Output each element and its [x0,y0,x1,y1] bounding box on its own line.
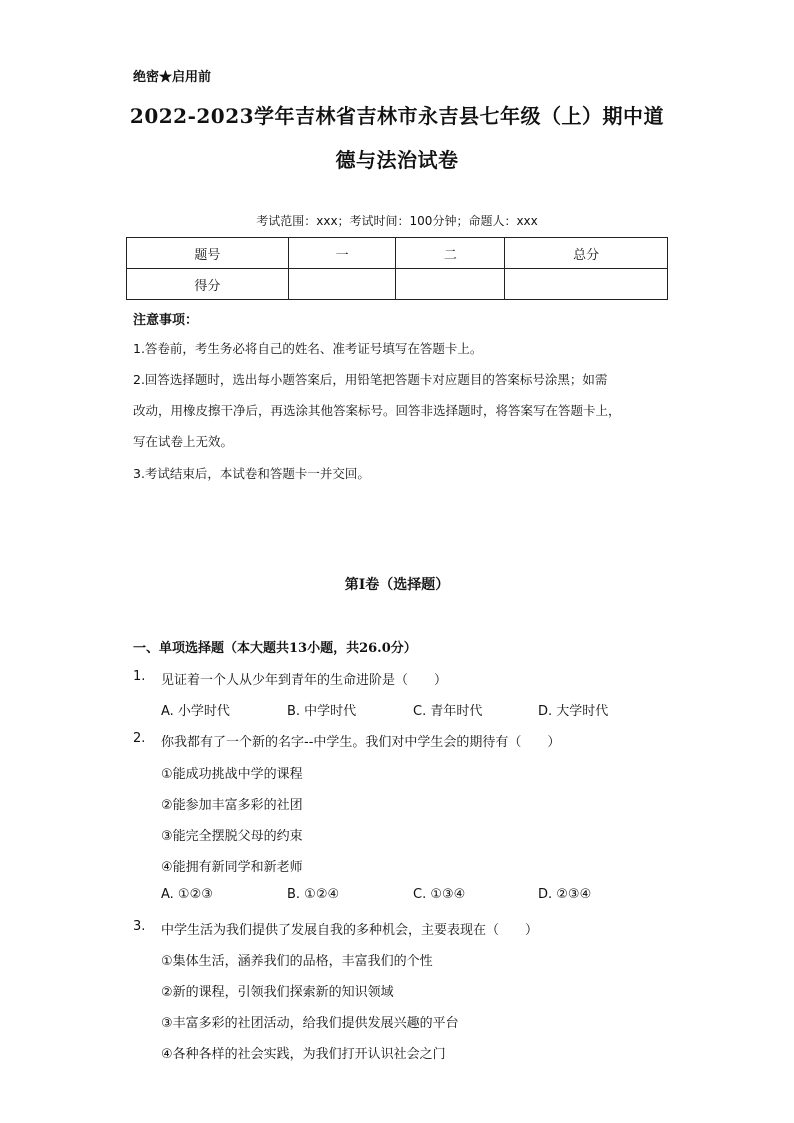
confidential-label: 绝密★启用前 [133,70,212,85]
exam-title-line-1: 2022-2023学年吉林省吉林市永吉县七年级（上）期中道 [129,104,665,128]
score-table-cell [288,269,396,300]
statement-1: ①集体生活，涵养我们的品格，丰富我们的个性 [161,954,433,969]
question-text: 你我都有了一个新的名字--中学生。我们对中学生会的期待有（ ） [161,735,561,750]
score-table-header-row [127,238,668,269]
statement-4: ④能拥有新同学和新老师 [161,860,303,875]
score-table-cell: 题号 [127,238,289,269]
notice-item-1: 1.答卷前，考生务必将自己的姓名、准考证号填写在答题卡上。 [133,341,483,356]
statement-3: ③丰富多彩的社团活动，给我们提供发展兴趣的平台 [161,1016,459,1031]
option-d: D. 大学时代 [538,704,609,719]
question-text: 中学生活为我们提供了发展自我的多种机会，主要表现在（ ） [161,923,539,938]
section-title: 第I卷（选择题） [344,577,450,593]
option-b: B. ①②④ [287,887,340,902]
score-table [126,237,668,300]
option-d: D. ②③④ [538,887,592,902]
option-c: C. ①③④ [413,887,466,902]
option-b: B. 中学时代 [287,704,357,719]
statement-2: ②能参加丰富多彩的社团 [161,798,303,813]
question-number: 2. [133,731,146,746]
option-a: A. ①②③ [161,887,213,902]
option-a: A. 小学时代 [161,704,230,719]
notice-title: 注意事项： [133,313,199,328]
statement-4: ④各种各样的社会实践，为我们打开认识社会之门 [161,1047,446,1062]
exam-title-line-2: 德与法治试卷 [335,148,459,172]
option-c: C. 青年时代 [413,704,483,719]
score-table-cell [505,269,668,300]
notice-item-2-line-3: 写在试卷上无效。 [133,434,234,449]
part-title: 一、单项选择题（本大题共13小题，共26.0分） [133,641,417,656]
score-table-cell: 二 [396,238,505,269]
statement-2: ②新的课程，引领我们探索新的知识领域 [161,985,394,1000]
notice-item-2-line-1: 2.回答选择题时，选出每小题答案后，用铅笔把答题卡对应题目的答案标号涂黑；如需 [133,372,608,387]
statement-3: ③能完全摆脱父母的约束 [161,829,303,844]
score-table-cell: 一 [288,238,396,269]
question-text: 见证着一个人从少年到青年的生命进阶是（ ） [161,673,448,688]
score-table-cell [396,269,505,300]
notice-item-3: 3.考试结束后，本试卷和答题卡一并交回。 [133,466,370,481]
question-number: 3. [133,919,146,934]
score-table-cell: 总分 [505,238,668,269]
score-table-score-row [127,269,668,300]
notice-item-2-line-2: 改动，用橡皮擦干净后，再选涂其他答案标号。回答非选择题时，将答案写在答题卡上， [133,403,621,418]
statement-1: ①能成功挑战中学的课程 [161,767,303,782]
question-number: 1. [133,669,146,684]
exam-info: 考试范围：xxx；考试时间：100分钟；命题人：xxx [256,214,538,228]
score-table-cell: 得分 [127,269,289,300]
